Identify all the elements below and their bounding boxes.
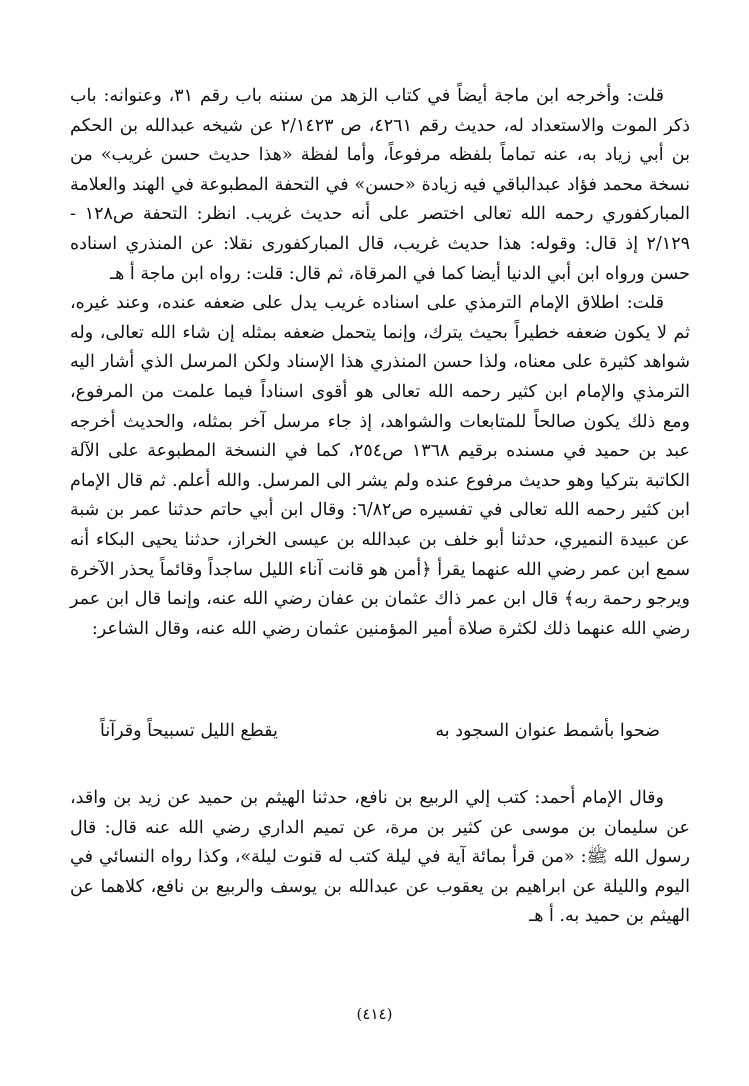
poem-second-hemistich: يقطع الليل تسبيحاً وقرآناً: [100, 721, 278, 741]
page-number: (٤١٤): [356, 1005, 393, 1023]
second-text-block: [70, 784, 690, 932]
main-text-block: [70, 82, 690, 644]
paragraph-ibn-majah: قلت: وأخرجه ابن ماجة أيضاً في كتاب الزهد من سننه باب رقم ٣١، وعنوانه: باب ذكر الموت والاستعداد له، حديث رقم ٤٢٦١، ص ٢/١٤٢٣ عن شيخه عبدالله بن الحكم بن أبي زياد به، عنه تماماً بلفظه مرفوعاً، وأما لفظة «هذا حديث حسن غريب» من نسخة محمد فؤاد عبدالباقي فيه زيادة «حسن» في التحفة المطبوعة في الهند والعلامة المباركفوري رحمه الله تعالى اختصر على أنه حديث غريب. انظر: التحفة ص١٢٨ - ٢/١٢٩ إذ قال: وقوله: هذا حديث غريب، قال المباركفورى نقلا: عن المنذري اسناده حسن ورواه ابن أبي الدنيا أيضا كما في المرقاة، ثم قال: قلت: رواه ابن ماجة أ هـ: [70, 86, 690, 284]
poem-first-hemistich: ضحوا بأشمط عنوان السجود به: [435, 721, 660, 741]
paragraph-imam-ahmad: وقال الإمام أحمد: كتب إلي الربيع بن نافع، حدثنا الهيثم بن حميد عن زيد بن واقد، عن سليمان بن موسى عن كثير بن مرة، عن تميم الداري رضي الله عنه قال: قال رسول الله ﷺ: «من قرأ بمائة آية في ليلة كتب له قنوت ليلة»، وكذا رواه النسائي في اليوم والليلة عن ابراهيم بن يعقوب عن عبدالله بن يوسف والربيع بن نافع، كلاهما عن الهيثم بن حميد به. أ هـ: [70, 788, 690, 927]
paragraph-tirmidhi-comment: قلت: اطلاق الإمام الترمذي على اسناده غريب يدل على ضعفه عنده، وعند غيره، ثم لا يكون ضعفه خطيراً بحيث يترك، وإنما يتحمل ضعفه بمثله إن شاء الله تعالى، وله شواهد كثيرة على معناه، ولذا حسن المنذري هذا الإسناد ولكن المرسل الذي أشار اليه الترمذي والإمام ابن كثير رحمه الله تعالى هو أقوى اسناداً فيما علمت من المرفوع، ومع ذلك يكون صالحاً للمتابعات والشواهد، إذ جاء مرسل آخر بمثله، والحديث أخرجه عبد بن حميد في مسنده برقيم ١٣٦٨ ص٢٥٤، كما في النسخة المطبوعة على الآلة الكاتبة بتركيا وهو حديث مرفوع عنده ولم يشر الى المرسل. والله أعلم. ثم قال الإمام ابن كثير رحمه الله تعالى في تفسيره ص٦/٨٢: وقال ابن أبي حاتم حدثنا عمر بن شبة عن عبيدة النميري، حدثنا أبو خلف بن عبدالله بن عيسى الخراز، حدثنا يحيى البكاء أنه سمع ابن عمر رضي الله عنهما يقرأ ﴿أمن هو قانت آناء الليل ساجداً وقائماً يحذر الآخرة ويرجو رحمة ربه﴾ قال ابن عمر ذاك عثمان بن عفان رضي الله عنه، وإنما قال ابن عمر رضي الله عنهما ذلك لكثرة صلاة أمير المؤمنين عثمان رضي الله عنه، وقال الشاعر:: [70, 293, 690, 639]
poetry-verse: [100, 716, 660, 746]
